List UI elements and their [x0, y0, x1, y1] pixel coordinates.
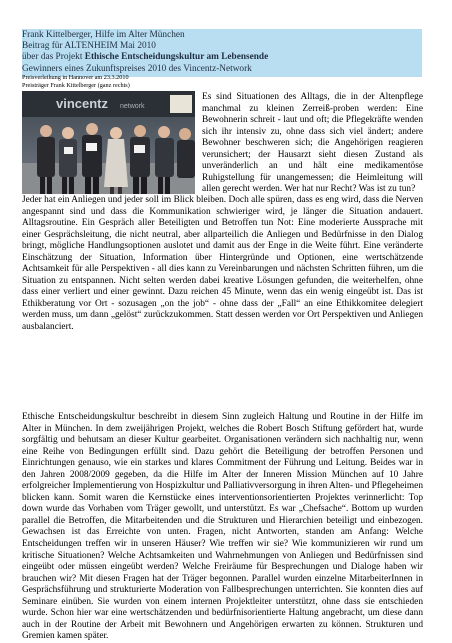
article-header — [22, 29, 422, 77]
svg-text:vincentz: vincentz — [56, 96, 109, 111]
photo-caption-event: Preisverleihung in Hannover am 23.3.2010 — [22, 74, 129, 81]
photo-caption-winner: Preisträger Frank Kittelberger (ganz rechts) — [22, 82, 130, 89]
award-line: Gewinners eines Zukunftspreises 2010 des Vincentz-Network — [22, 63, 252, 74]
author-line: Frank Kittelberger, Hilfe im Alter München — [22, 30, 185, 40]
body-paragraph-1: Jeder hat ein Anliegen und jeder soll im Blick bleiben. Doch alle spüren, dass es eng wird, dass die Nerven angespannt sind und dass die Kommunikation schwieriger wird, je länger die Situation andauert. Alltagsroutine. Ein Gespräch aller Beteiligten und Betroffen tun Not: Eine moderierte Aussprache mit einer Gesprächsleitung, die nicht neutral, aber allparteilich die Anliegen und Bedürfnisse in den Dialog bringt, mögliche Handlungsoptionen auslotet und damit aus der Enge in die Weite führt. Eine veränderte Einschätzung der Situation, Information über Hintergründe und Optionen, eine wertschätzende Achtsamkeit für alle Perspektiven - all dies kann zu Vereinbarungen und nächsten Schritten führen, um die Situation zu entspannen. Nicht selten werden dabei kreative Lösungen gefunden, die weiterhelfen, ohne dass einer verliert und einer gewinnt. Dazu reichen 45 Minute, wenn das ein wenig eingeübt ist. Das ist Ethikberatung vor Ort - sozusagen „on the job“ - ohne dass der „Fall“ an eine Ethikkomitee delegiert werden muss, um dann „gelöst“ zurückzukommen. Statt dessen werden vor Ort Perspektiven und Anliegen ausbalanciert. — [22, 195, 423, 333]
intro-paragraph: Es sind Situationen des Alltags, die in der Altenpflege manchmal zu kleinen Zerreiß-proben werden: Eine Bewohnerin schreit - laut und oft; die Pflegekräfte wenden sich ihr intensiv zu, ohne dass sich viel ändert; andere Bewohner beschweren sich; die Angehörigen reagieren verunsichert; der Hausarzt sieht diesen Zustand als unveränderlich an und hält eine medikamentöse Ruhigstellung für unangemessen; die Heimleitung will allen gerecht werden. Wer hat nur Recht? Was ist zu tun? — [202, 92, 423, 195]
body-paragraph-2: Ethische Entscheidungskultur beschreibt in diesem Sinn zugleich Haltung und Routine in der Hilfe im Alter in München. In dem zweijährigen Projekt, welches die Robert Bosch Stiftung gefördert hat, wurde sorgfältig und behutsam an dieser Kultur gearbeitet. Organisationen verändern sich nachhaltig nur, wenn eine Reihe von Bedingungen erfüllt sind. Dazu gehört die Beteiligung der betroffen Personen und Einrichtungen genauso, wie ein starkes und klares Commitment der Führung und Leitung. Beides war in den Jahren 2008/2009 gegeben, da die Hilfe im Alter der Inneren Mission München auf 10 Jahre erfolgreicher Implementierung von Hospizkultur und Palliativversorgung in ihren Alten- und Pflegeheimen blicken kann. Somit waren die Kernstücke eines interventionsorientierten Projektes verinnerlicht: Top down wurde das Vorhaben vom Träger gewollt, und unterstützt. Es war „Chefsache“. Bottom up wurden parallel die Betroffen, die Mitarbeitenden und die Strukturen und Hierarchien beteiligt und einbezogen. Gewachsen ist das Erreichte von unten. Fragen, nicht Antworten, standen am Anfang: Welche Entscheidungen treffen wir in unseren Häuser? Wie treffen wir sie? Wie kommunizieren wir rund um kritische Situationen? Welche Achtsamkeiten und Wahrnehmungen von Anliegen und Bedürfnissen sind eingeübt oder müssen eingeübt werden? Welche Freiräume für Besprechungen und Dialoge haben wir brauchen wir? Mit diesen Fragen hat der Träger begonnen. Parallel wurden einzelne MitarbeiterInnen in Gesprächsführung und strukturierte Moderation von Fallbesprechungen unterrichten. Sie konnten dies auf Seminare einüben. Sie wurden von einem internen Projektleiter unterstützt, ohne dass sie entschieden wurde. Schon hier war eine wertschätzenden und bedürfnisorientierte Haltung angebracht, um diese dann auch in der Routine der Arbeit mit Bewohnern und Angehörigen erwarten zu können. Strukturen und Gremien kamen später. — [22, 412, 423, 642]
project-line — [22, 52, 422, 63]
award-photo — [22, 91, 195, 194]
project-prefix: über das Projekt — [22, 52, 85, 63]
svg-text:network: network — [120, 103, 145, 110]
publication-line: Beitrag für ALTENHEIM Mai 2010 — [22, 41, 156, 52]
project-title: Ethische Entscheidungskultur am Lebensende — [84, 52, 269, 63]
